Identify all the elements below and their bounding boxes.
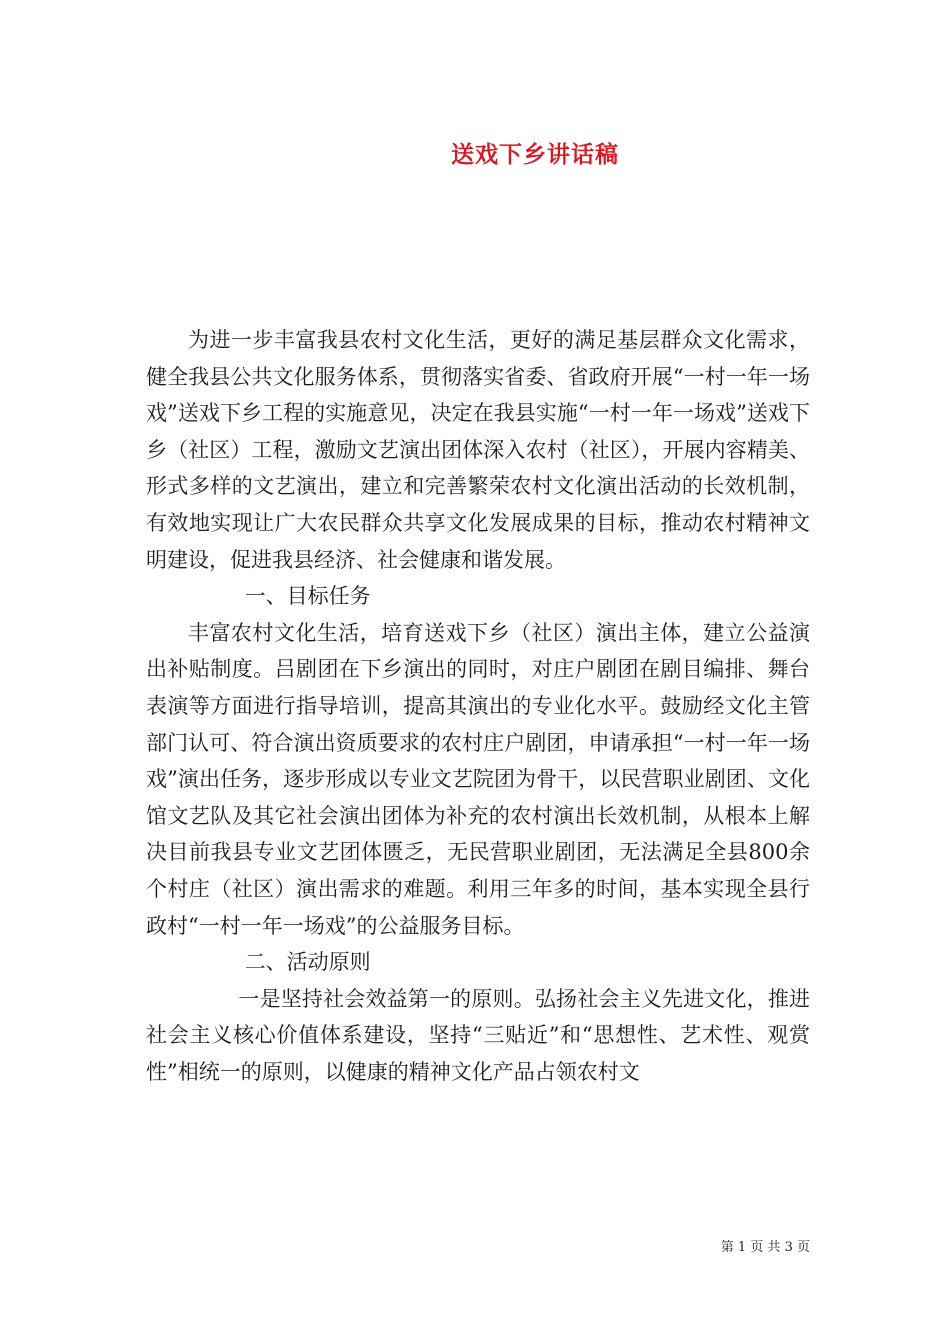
- section-heading-principles: 二、活动原则: [244, 950, 371, 975]
- document-title: 送戏下乡讲话稿: [451, 141, 619, 168]
- paragraph-intro: 为进一步丰富我县农村文化生活，更好的满足基层群众文化需求，健全我县公共文化服务体系，贯彻落实省委、省政府开展“一村一年一场戏”送戏下乡工程的实施意见，决定在我县实施“一村一年一场戏”送戏下乡（社区）工程，激励文艺演出团体深入农村（社区），开展内容精美、形式多样的文艺演出，建立和完善繁荣农村文化演出活动的长效机制，有效地实现让广大农民群众共享文化发展成果的目标，推动农村精神文明建设，促进我县经济、社会健康和谐发展。: [146, 328, 810, 572]
- page-number-footer: 第 1 页 共 3 页: [720, 1240, 810, 1255]
- section-heading-goals: 一、目标任务: [244, 584, 371, 609]
- paragraph-goals: 丰富农村文化生活，培育送戏下乡（社区）演出主体，建立公益演出补贴制度。吕剧团在下乡演出的同时，对庄户剧团在剧目编排、舞台表演等方面进行指导培训，提高其演出的专业化水平。鼓励经文化主管部门认可、符合演出资质要求的农村庄户剧团，申请承担“一村一年一场戏”演出任务，逐步形成以专业文艺院团为骨干，以民营职业剧团、文化馆文艺队及其它社会演出团体为补充的农村演出长效机制，从根本上解决目前我县专业文艺团体匮乏，无民营职业剧团，无法满足全县800余个村庄（社区）演出需求的难题。利用三年多的时间，基本实现全县行政村“一村一年一场戏”的公益服务目标。: [146, 620, 810, 938]
- document-body: [146, 322, 810, 1090]
- paragraph-principle-one: 一是坚持社会效益第一的原则。弘扬社会主义先进文化，推进社会主义核心价值体系建设，坚持“三贴近”和“思想性、艺术性、观赏性”相统一的原则，以健康的精神文化产品占领农村文: [146, 986, 810, 1084]
